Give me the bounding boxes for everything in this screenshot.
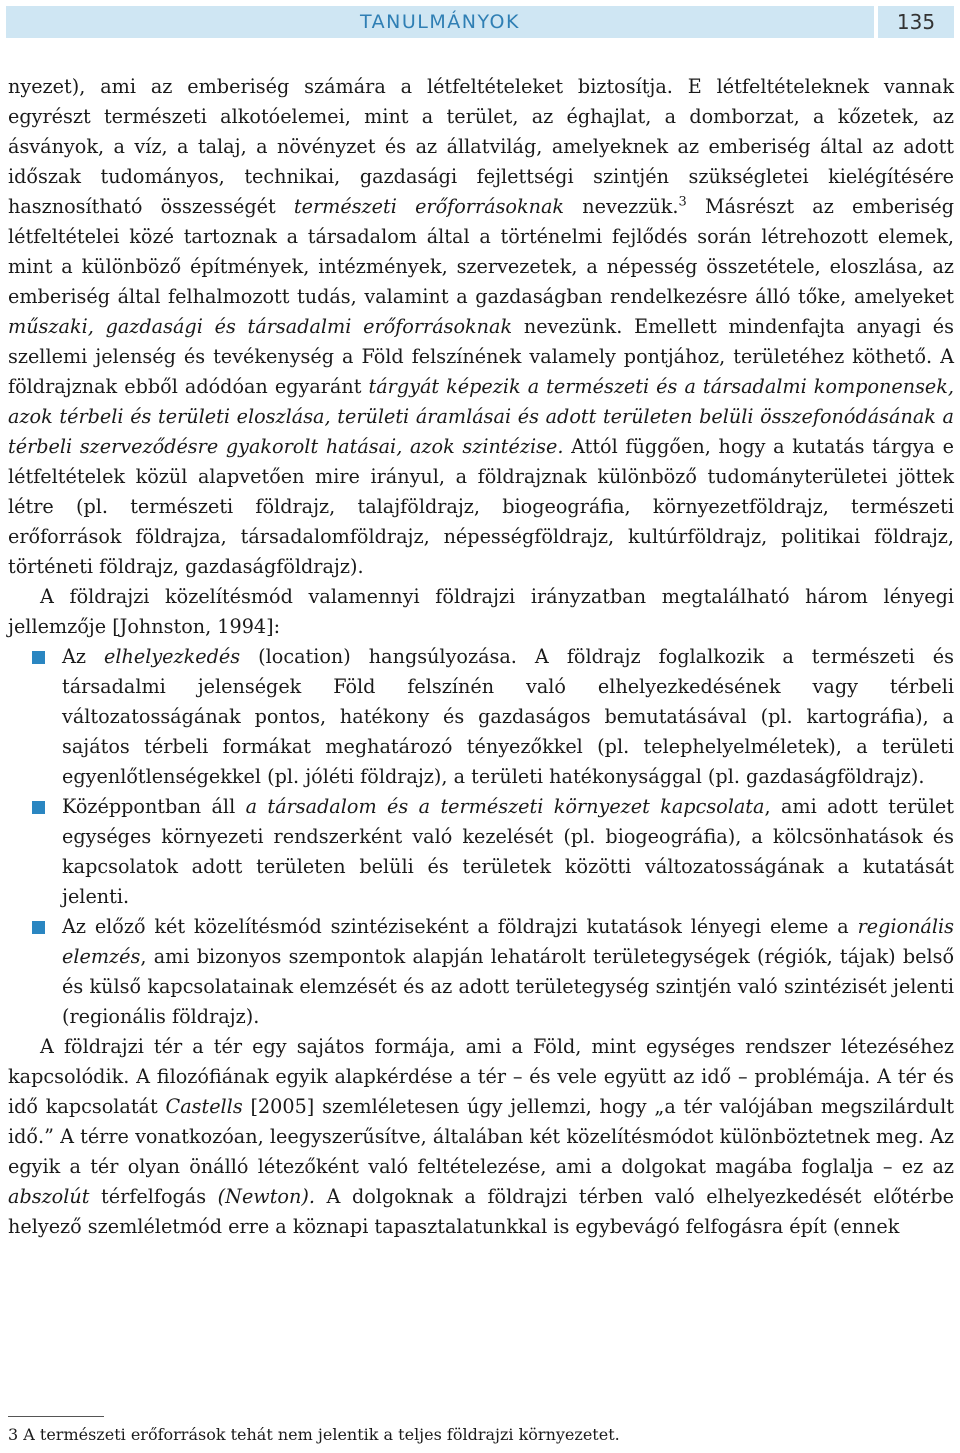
emphasis: műszaki, gazdasági és társadalmi erőforrásoknak: [8, 315, 513, 338]
text-run: [2005] szemléletesen úgy jellemzi, hogy „a tér valójában megszilárdult idő.” A térre vonatkozóan, leegyszerűsítve, általában két közelítésmódot különböztetnek meg. Az egyik a tér olyan önálló létezőként való feltételezése, ami a dolgokat magába foglalja – ez az: [8, 1095, 954, 1178]
square-bullet-icon: [32, 801, 45, 814]
text-run: nevezzük.: [564, 195, 679, 218]
list-item: [8, 792, 954, 912]
text-run: térfelfogás: [89, 1185, 218, 1208]
text-run: Attól függően, hogy a kutatás tárgya e létfeltételek közül alapvetően mire irányul, a földrajznak különböző tudományterületei jöttek létre (pl. természeti földrajz, talajföldrajz, biogeográfia, környezetföldrajz, természeti erőforrások földrajza, társadalomföldrajz, népességföldrajz, kultúrföldrajz, politikai földrajz, történeti földrajz, gazdaságföldrajz).: [8, 435, 954, 578]
emphasis: abszolút: [8, 1185, 90, 1208]
running-header: [6, 6, 874, 38]
emphasis: a társadalom és a természeti környezet kapcsolata: [245, 795, 765, 818]
emphasis: elhelyezkedés: [104, 645, 241, 668]
section-title: TANULMÁNYOK: [360, 11, 520, 33]
paragraph-2: A földrajzi közelítésmód valamennyi földrajzi irányzatban megtalálható három lényegi jellemzője [Johnston, 1994]:: [8, 585, 954, 638]
text-run: , ami bizonyos szempontok alapján lehatárolt területegységek (régiók, tájak) belső és külső kapcsolatainak elemzését és az adott területegység szintjén való szintézisét jelenti (regionális földrajz).: [62, 945, 954, 1028]
square-bullet-icon: [32, 651, 45, 664]
text-run: Az: [62, 645, 104, 668]
footnote-divider: [8, 1416, 104, 1417]
footnote-marker: 3: [678, 194, 687, 210]
page-number-box: [878, 6, 954, 38]
paragraph-3: [8, 1032, 954, 1242]
text-run: A földrajzi tér a tér egy sajátos formája, ami a Föld, mint egységes rendszer létezéséhez kapcsolódik. A filozófiának egyik alapkérdése a tér – és vele együtt az idő – problémája. A tér és idő kapcsolatát: [8, 1035, 954, 1118]
text-run: nevezünk. Emellett mindenfajta anyagi és szellemi jelenség és tevékenység a Föld felszínének valamely pontjához, területéhez köthető. A földrajznak ebből adódóan egyaránt: [8, 315, 954, 398]
text-run: , ami adott terület egységes környezeti rendszerként való kezelését (pl. biogeográfia), a kölcsönhatások és kapcsolatok adott területen belüli és területek közötti változatosságának a kutatását jelenti.: [62, 795, 954, 908]
page-number: 135: [896, 10, 936, 34]
emphasis: természeti erőforrásoknak: [293, 195, 565, 218]
list-item: [8, 912, 954, 1032]
paragraph-1: [8, 72, 954, 582]
text-run: Másrészt az emberiség létfeltételei közé tartoznak a társadalom által a történelmi fejlődés során létrehozott elemek, mint a különböző építmények, intézmények, szervezetek, a népesség összetétele, eloszlása, az emberiség által felhalmozott tudás, valamint a gazdaságban rendelkezésre álló tőke, amelyeket: [8, 195, 955, 308]
emphasis: (Newton).: [217, 1185, 315, 1208]
list-item: [8, 642, 954, 792]
emphasis: tárgyát képezik a természeti és a társadalmi komponensek, azok térbeli és területi eloszlása, területi áramlásai és adott területen belüli összefonódásának a térbeli szerveződésre gyakorolt hatásai, azok szintézise.: [8, 375, 954, 458]
text-run: Az előző két közelítésmód szintéziseként a földrajzi kutatások lényegi eleme a: [62, 915, 858, 938]
body-text: [8, 72, 954, 1242]
footnote: 3 A természeti erőforrások tehát nem jelentik a teljes földrajzi környezetet.: [8, 1425, 620, 1444]
emphasis: Castells: [165, 1095, 243, 1118]
text-run: Középpontban áll: [62, 795, 246, 818]
feature-list: [8, 642, 954, 1032]
text-run: A dolgoknak a földrajzi térben való elhelyezkedését előtérbe helyező szemléletmód erre a köznapi tapasztalatunkkal is egybevágó felfogásra épít (ennek: [8, 1185, 954, 1238]
text-run: (location) hangsúlyozása. A földrajz foglalkozik a természeti és társadalmi jelenségek Föld felszínén való elhelyezkedésének vagy térbeli változatosságának pontos, hatékony és gazdaságos bemutatásával (pl. kartográfia), a sajátos térbeli formákat meghatározó tényezőkkel (pl. telephelyelméletek), a területi egyenlőtlenségekkel (pl. jóléti földrajz), a területi hatékonysággal (pl. gazdaságföldrajz).: [62, 645, 954, 788]
emphasis: regionális elemzés: [62, 915, 954, 968]
square-bullet-icon: [32, 921, 45, 934]
text-run: nyezet), ami az emberiség számára a létfeltételeket biztosítja. E létfeltételeknek vannak egyrészt természeti alkotóelemei, mint a terület, az éghajlat, a domborzat, a kőzetek, az ásványok, a víz, a talaj, a növényzet és az állatvilág, amelyeknek az emberiség által az adott időszak tudományos, technikai, gazdasági fejlettségi szintjén szükségletei kielégítésére hasznosítható összességét: [8, 75, 954, 218]
